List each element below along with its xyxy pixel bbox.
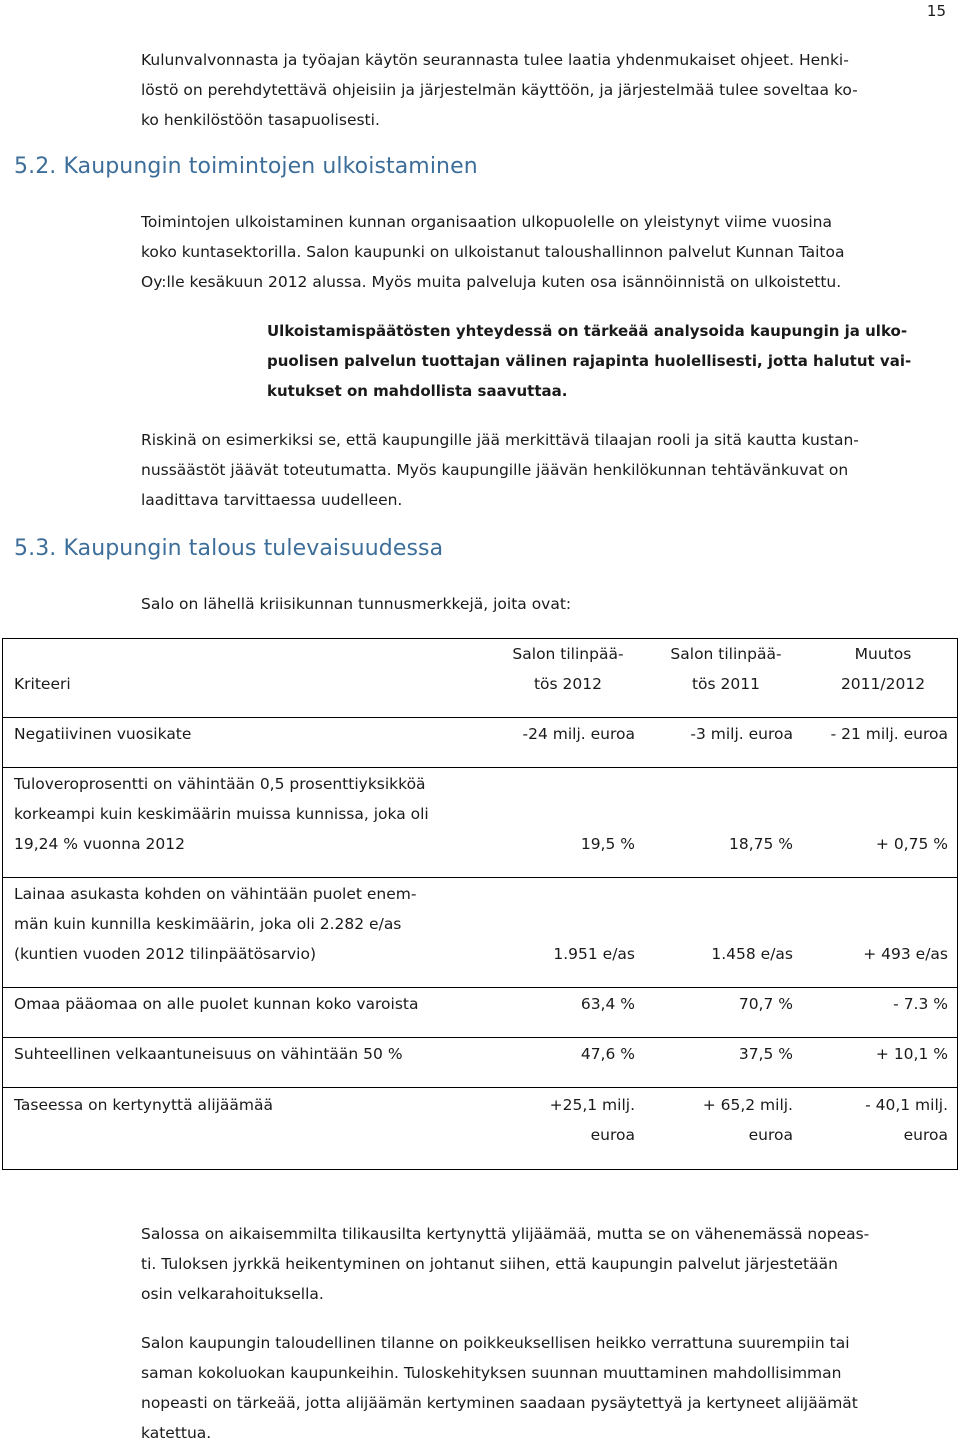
text-line: ti. Tuloksen jyrkkä heikentyminen on johtanut siihen, että kaupungin palvelut järjestetään <box>141 1255 838 1273</box>
criteria-cell <box>14 1090 273 1120</box>
header-line: Salon tilinpää- <box>512 645 624 663</box>
highlight-paragraph <box>267 316 937 406</box>
header-line: Salon tilinpää- <box>670 645 782 663</box>
text-line: Salossa on aikaisemmilta tilikausilta kertynyttä ylijäämää, mutta se on vähenemässä nopeas- <box>141 1225 870 1243</box>
header-line: tös 2011 <box>691 675 760 693</box>
header-criteria: Kriteeri <box>14 675 71 693</box>
text-line: katettua. <box>141 1424 212 1442</box>
cell-line: euroa <box>748 1126 793 1144</box>
change-cell: + 493 e/as <box>863 945 948 963</box>
header-2011 <box>651 639 801 699</box>
cell-line: Lainaa asukasta kohden on vähintään puolet enem- <box>14 885 417 903</box>
risk-paragraph <box>141 425 936 515</box>
change-cell <box>865 1090 948 1150</box>
section-heading-5-3: 5.3. Kaupungin talous tulevaisuudessa <box>14 536 444 561</box>
value-2011-cell: -3 milj. euroa <box>690 725 793 743</box>
outsourcing-paragraph <box>141 207 936 297</box>
value-2012-cell: 47,6 % <box>580 1045 635 1063</box>
crisis-criteria-table <box>2 638 958 1170</box>
change-cell: + 0,75 % <box>875 835 948 853</box>
cell-line: euroa <box>590 1126 635 1144</box>
section-heading-5-2: 5.2. Kaupungin toimintojen ulkoistaminen <box>14 154 478 179</box>
text-line: Kulunvalvonnasta ja työajan käytön seurannasta tulee laatia yhdenmukaiset ohjeet. Henki- <box>141 51 849 69</box>
text-line: nopeasti on tärkeää, jotta alijäämän kertyminen saadaan pysäytettyä ja kertyneet alijäämät <box>141 1394 858 1412</box>
text-line: puolisen palvelun tuottajan välinen rajapinta huolellisesti, jotta halutut vai- <box>267 352 912 370</box>
cell-line: +25,1 milj. <box>549 1096 635 1114</box>
criteria-cell <box>14 1039 403 1069</box>
intro-paragraph <box>141 45 936 135</box>
row-divider <box>3 717 957 718</box>
criteria-cell <box>14 769 429 859</box>
criteria-cell <box>14 879 417 969</box>
cell-line: - 40,1 milj. <box>865 1096 948 1114</box>
criteria-cell <box>14 719 191 749</box>
value-2012-cell: -24 milj. euroa <box>522 725 635 743</box>
row-divider <box>3 987 957 988</box>
value-2011-cell <box>703 1090 793 1150</box>
value-2012-cell: 19,5 % <box>580 835 635 853</box>
surplus-paragraph <box>141 1219 936 1309</box>
text-line: Oy:lle kesäkuun 2012 alussa. Myös muita palveluja kuten osa isännöinnistä on ulkoistettu. <box>141 273 842 291</box>
criteria-cell <box>14 989 418 1019</box>
value-2012-cell: 1.951 e/as <box>553 945 635 963</box>
text-line: koko kuntasektorilla. Salon kaupunki on ulkoistanut taloushallinnon palvelut Kunnan Taitoa <box>141 243 845 261</box>
financial-situation-paragraph <box>141 1328 936 1448</box>
cell-line: Taseessa on kertynyttä alijäämää <box>14 1096 274 1114</box>
text-line: Toimintojen ulkoistaminen kunnan organisaation ulkopuolelle on yleistynyt viime vuosina <box>141 213 832 231</box>
value-2012-cell: 63,4 % <box>580 995 635 1013</box>
header-line: tös 2012 <box>533 675 602 693</box>
cell-line: 19,24 % vuonna 2012 <box>14 835 185 853</box>
row-divider <box>3 1037 957 1038</box>
value-2011-cell: 70,7 % <box>738 995 793 1013</box>
text-line: osin velkarahoituksella. <box>141 1285 324 1303</box>
cell-line: + 65,2 milj. <box>702 1096 793 1114</box>
text-line: Riskinä on esimerkiksi se, että kaupungille jää merkittävä tilaajan rooli ja sitä kautta kustan- <box>141 431 859 449</box>
value-2011-cell: 1.458 e/as <box>711 945 793 963</box>
crisis-intro <box>141 589 936 619</box>
header-line: 2011/2012 <box>840 675 926 693</box>
text-line: ko henkilöstöön tasapuolisesti. <box>141 111 380 129</box>
text-line: löstö on perehdytettävä ohjeisiin ja järjestelmän käyttöön, ja järjestelmää tulee soveltaa ko- <box>141 81 858 99</box>
text-line: saman kokoluokan kaupunkeihin. Tuloskehityksen suunnan muuttaminen mahdollisimman <box>141 1364 842 1382</box>
cell-line: Tuloveroprosentti on vähintään 0,5 prosenttiyksikköä <box>14 775 426 793</box>
text-line: laadittava tarvittaessa uudelleen. <box>141 491 403 509</box>
value-2012-cell <box>550 1090 635 1150</box>
row-divider <box>3 767 957 768</box>
text-line: Salon kaupungin taloudellinen tilanne on poikkeuksellisen heikko verrattuna suurempiin tai <box>141 1334 850 1352</box>
text-line: Salo on lähellä kriisikunnan tunnusmerkkejä, joita ovat: <box>141 595 572 613</box>
cell-line: korkeampi kuin keskimäärin muissa kunnissa, joka oli <box>14 805 429 823</box>
row-divider <box>3 1087 957 1088</box>
cell-line: euroa <box>903 1126 948 1144</box>
row-divider <box>3 877 957 878</box>
cell-line: Suhteellinen velkaantuneisuus on vähintään 50 % <box>14 1045 403 1063</box>
header-change <box>808 639 958 699</box>
cell-line: män kuin kunnilla keskimäärin, joka oli 2.282 e/as <box>14 915 402 933</box>
change-cell: - 21 milj. euroa <box>830 725 948 743</box>
cell-line: Negatiivinen vuosikate <box>14 725 192 743</box>
value-2011-cell: 18,75 % <box>728 835 793 853</box>
page-number: 15 <box>926 2 946 20</box>
text-line: Ulkoistamispäätösten yhteydessä on tärkeää analysoida kaupungin ja ulko- <box>267 322 908 340</box>
cell-line: Omaa pääomaa on alle puolet kunnan koko varoista <box>14 995 419 1013</box>
header-2012 <box>493 639 643 699</box>
value-2011-cell: 37,5 % <box>738 1045 793 1063</box>
change-cell: - 7.3 % <box>893 995 948 1013</box>
text-line: nussäästöt jäävät toteutumatta. Myös kaupungille jäävän henkilökunnan tehtävänkuvat on <box>141 461 849 479</box>
change-cell: + 10,1 % <box>875 1045 948 1063</box>
cell-line: (kuntien vuoden 2012 tilinpäätösarvio) <box>14 945 317 963</box>
header-line: Muutos <box>854 645 912 663</box>
text-line: kutukset on mahdollista saavuttaa. <box>267 382 568 400</box>
